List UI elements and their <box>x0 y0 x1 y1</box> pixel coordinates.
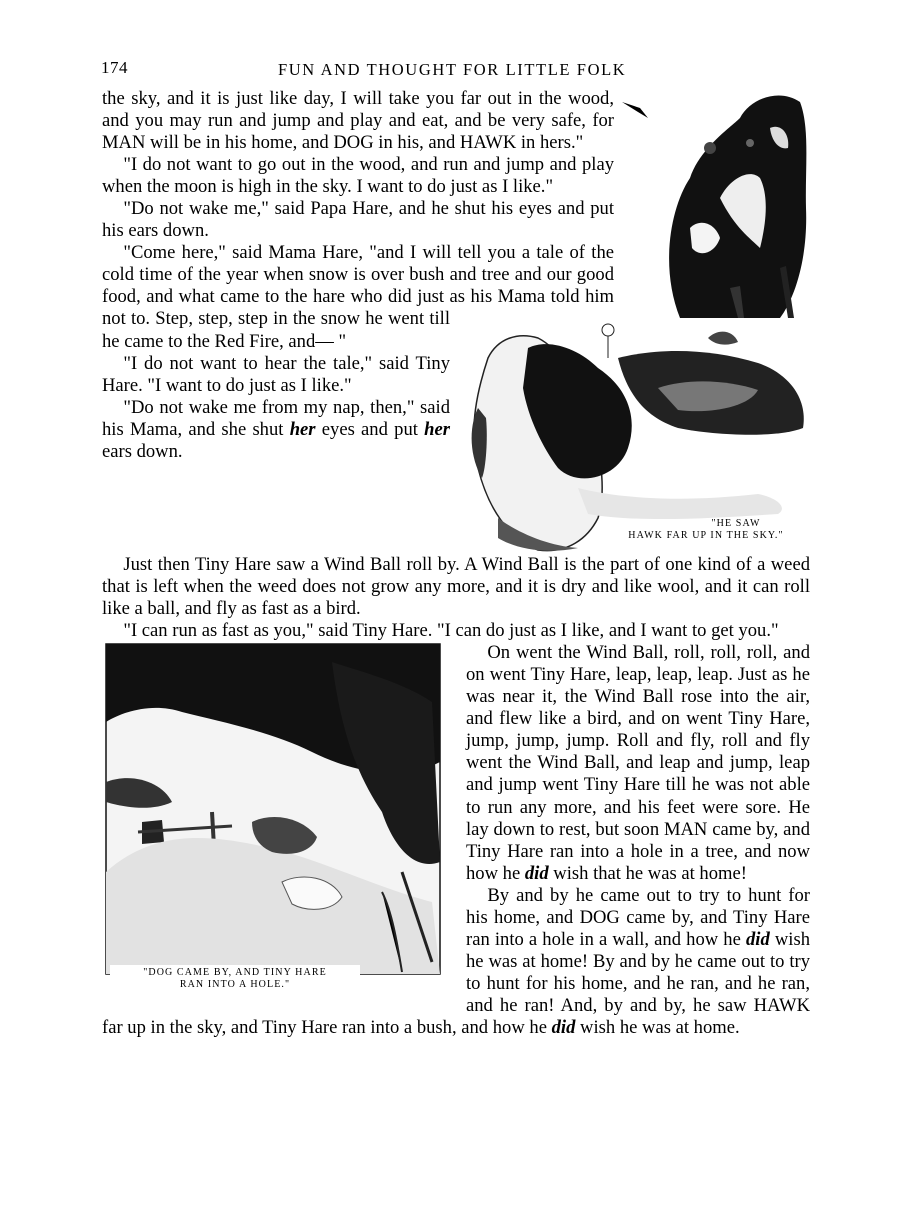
caption-hawk-line1: "HE SAW <box>711 518 761 529</box>
paragraph-10-emphasis-2: did <box>551 1016 576 1038</box>
paragraph-5: "I do not want to hear the tale," said Tiny Hare. "I want to do just as I like." <box>102 352 450 396</box>
paragraph-10-emphasis-1: did <box>745 928 770 950</box>
paragraph-6-text-c: ears down. <box>102 440 183 462</box>
caption-dog-line1: "DOG CAME BY, AND TINY HARE <box>143 967 327 979</box>
caption-dog <box>110 965 360 991</box>
caption-dog-line2: RAN INTO A HOLE." <box>179 979 291 991</box>
paragraph-10-text-a: By and by he came out to try to hunt for his home, and DOG came by, and Tiny Hare ran into a hole in a wall, and how he <box>466 884 810 950</box>
dog-scene-drawing <box>102 642 454 997</box>
paragraph-6-emphasis-2: her <box>424 418 450 440</box>
paragraph-9-text-b: wish that he was at home! <box>548 862 747 884</box>
paragraph-6-text-a: "Do not wake me from my nap, then," said his Mama, and she shut <box>102 396 450 440</box>
caption-hawk <box>606 518 806 542</box>
hawk-bird-icon <box>622 102 648 118</box>
hawk-trees-drawing <box>620 88 810 318</box>
caption-hawk-line2: HAWK FAR UP IN THE SKY." <box>628 530 784 541</box>
paragraph-9-emphasis: did <box>524 862 549 884</box>
paragraph-7: Just then Tiny Hare saw a Wind Ball roll by. A Wind Ball is the part of one kind of a weed that is left when the weed does not grow any more, and it is dry and like wool, and it can roll like a ball, and fly as fast as a bird. <box>102 554 810 620</box>
illustration-hawk-bushes <box>458 318 810 554</box>
paragraph-1: the sky, and it is just like day, I will take you far out in the wood, and you may run and jump and play and eat, and be very safe, for MAN will be in his home, and DOG in his, and HAWK in hers." <box>102 88 614 154</box>
paragraph-10-text-c: wish he was at home. <box>575 1016 740 1038</box>
paragraph-6-emphasis-1: her <box>289 418 316 440</box>
paragraph-2: "I do not want to go out in the wood, and run and jump and play when the moon is high in the sky. I want to do just as I like." <box>102 154 614 198</box>
paragraph-3: "Do not wake me," said Papa Hare, and he shut his eyes and put his ears down. <box>102 198 614 242</box>
page-number: 174 <box>101 58 128 77</box>
paragraph-8: "I can run as fast as you," said Tiny Hare. "I can do just as I like, and I want to get you." <box>123 620 779 642</box>
paragraph-9-text-a: On went the Wind Ball, roll, roll, roll, and on went Tiny Hare, leap, leap, leap. Just as he was near it, the Wind Ball rose into the air, and flew like a bird, and on went Tiny Hare, jump, jump, jump. Roll and fly, roll and fly went the Wind Ball, and leap and jump, leap and jump went Tiny Hare till he was not able to run any more, and his feet were sore. He lay down to rest, but soon MAN came by, and Tiny Hare ran into a hole in a tree, and now how he <box>466 642 810 884</box>
running-title: FUN AND THOUGHT FOR LITTLE FOLK <box>278 60 627 79</box>
illustration-dog-scene <box>102 642 454 997</box>
paragraph-10-text-b: wish he was at home! By and by he came out to try to hunt for his home, and he ran, and he ran, and he ran! And, by and by, he saw HAWK far up in the sky, and Tiny Hare ran into a bush, and how he <box>102 928 811 1038</box>
paragraph-4: "Come here," said Mama Hare, "and I will tell you a tale of the cold time of the year when snow is over bush and tree and our good food, and what came to the hare who did just as his Mama told him not to. Step, step, step in the snow he went till he came to the Red Fire, and— " <box>102 242 614 352</box>
illustration-hawk-trees <box>620 88 810 318</box>
body-text <box>102 88 810 1039</box>
paragraph-6-text-b: eyes and put <box>315 418 425 440</box>
